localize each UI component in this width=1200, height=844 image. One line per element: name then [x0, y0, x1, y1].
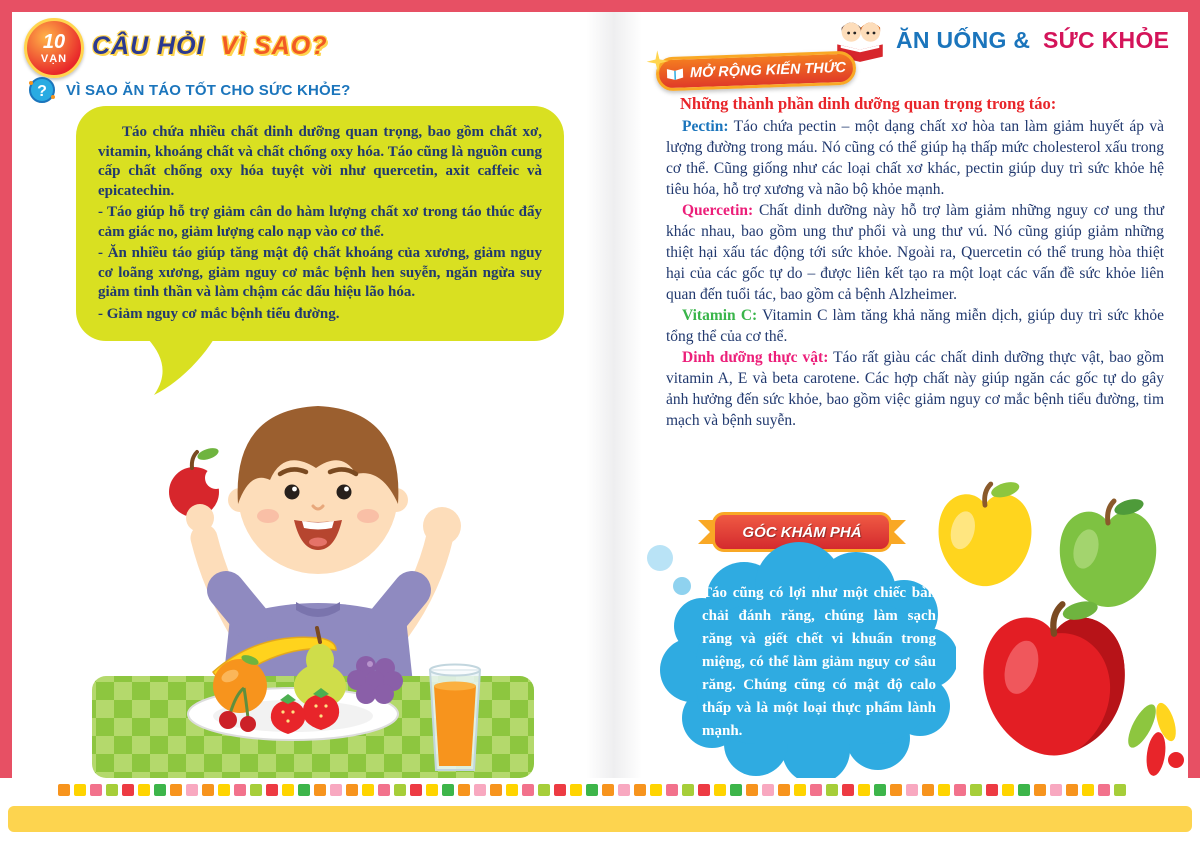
paragraph-lead: Pectin: — [682, 118, 729, 135]
mosaic-square — [698, 784, 710, 796]
mosaic-square — [1114, 784, 1126, 796]
mosaic-square — [394, 784, 406, 796]
paragraph-lead: Dinh dưỡng thực vật: — [682, 349, 829, 366]
knowledge-banner-label: MỞ RỘNG KIẾN THỨC — [689, 59, 847, 82]
paragraph-phytonutrients — [666, 347, 1164, 431]
series-logo-badge — [24, 18, 84, 78]
svg-text:?: ? — [37, 83, 47, 100]
mosaic-square — [1018, 784, 1030, 796]
chapter-title — [896, 27, 1169, 54]
mosaic-square — [218, 784, 230, 796]
mosaic-square — [650, 784, 662, 796]
mosaic-square — [138, 784, 150, 796]
mosaic-square — [842, 784, 854, 796]
logo-badge-number: 10 — [42, 30, 66, 53]
mosaic-square — [730, 784, 742, 796]
mosaic-square — [1050, 784, 1062, 796]
chapter-title-part1: ĂN UỐNG & — [896, 26, 1031, 53]
mosaic-square — [234, 784, 246, 796]
paragraph-pectin — [666, 116, 1164, 200]
nutrition-paragraphs — [666, 116, 1164, 431]
mosaic-square — [858, 784, 870, 796]
mosaic-strip — [58, 784, 1126, 796]
mosaic-square — [90, 784, 102, 796]
knowledge-expansion-banner — [655, 51, 856, 92]
mosaic-square — [314, 784, 326, 796]
mosaic-square — [426, 784, 438, 796]
mosaic-square — [458, 784, 470, 796]
mosaic-square — [906, 784, 918, 796]
mosaic-square — [298, 784, 310, 796]
mosaic-square — [538, 784, 550, 796]
mosaic-square — [170, 784, 182, 796]
paragraph-text: Vitamin C làm tăng khả năng miễn dịch, giúp duy trì sức khỏe tổng thể của cơ thể. — [666, 307, 1164, 345]
bubble-paragraph: - Ăn nhiều táo giúp tăng mật độ chất khoáng của xương, giảm nguy cơ loãng xương, giảm nguy cơ mắc bệnh hen suyễn, ngăn ngừa suy giảm tinh thần và làm chậm các dấu hiệu lão hóa. — [98, 245, 542, 300]
yellow-apple-illustration — [932, 480, 1038, 594]
chapter-title-part2: SỨC KHỎE — [1043, 26, 1170, 53]
page-fold — [586, 12, 642, 780]
bubble-paragraph: - Táo giúp hỗ trợ giảm cân do hàm lượng chất xơ trong táo thúc đẩy cảm giác no, giảm lượng calo nạp vào cơ thể. — [98, 204, 542, 240]
mosaic-square — [602, 784, 614, 796]
mosaic-square — [1002, 784, 1014, 796]
mosaic-square — [106, 784, 118, 796]
mosaic-square — [1098, 784, 1110, 796]
mosaic-square — [266, 784, 278, 796]
mosaic-square — [570, 784, 582, 796]
mosaic-square — [682, 784, 694, 796]
mosaic-square — [74, 784, 86, 796]
discovery-banner-label: GÓC KHÁM PHÁ — [712, 512, 892, 552]
mosaic-square — [58, 784, 70, 796]
mosaic-square — [970, 784, 982, 796]
paragraph-text: Táo chứa pectin – một dạng chất xơ hòa tan làm giảm huyết áp và lượng đường trong máu. Nó cũng có thể giúp hạ thấp mức cholesterol xấu trong cơ thể. Cũng giống như các loại chất xơ khác, pectin giúp duy trì sức khỏe hệ tiêu hóa, hỗ trợ xương và não bộ khỏe mạnh. — [666, 118, 1164, 198]
mosaic-square — [282, 784, 294, 796]
paragraph-vitamin-c — [666, 305, 1164, 347]
cloud-text: Táo cũng có lợi như một chiếc bàn chải đánh răng, chúng làm sạch răng và giết chết vi khuẩn trong miệng, có thể làm giảm nguy cơ sâu răng. Chúng cũng có mật độ calo thấp và là một loại thực phẩm lành mạnh. — [702, 585, 936, 739]
mosaic-square — [362, 784, 374, 796]
mosaic-square — [506, 784, 518, 796]
mosaic-square — [714, 784, 726, 796]
mosaic-square — [586, 784, 598, 796]
mosaic-square — [634, 784, 646, 796]
mosaic-square — [1082, 784, 1094, 796]
chapter-header — [832, 18, 1169, 62]
mosaic-square — [890, 784, 902, 796]
corner-leaves-decoration — [1118, 688, 1188, 788]
series-logo-title — [92, 32, 328, 61]
mosaic-square — [522, 784, 534, 796]
logo-title-word2: VÌ SAO? — [220, 32, 328, 60]
paragraph-lead: Vitamin C: — [682, 307, 758, 324]
mosaic-square — [1034, 784, 1046, 796]
mosaic-square — [618, 784, 630, 796]
speech-bubble — [76, 106, 564, 341]
mosaic-square — [490, 784, 502, 796]
mosaic-square — [762, 784, 774, 796]
mosaic-square — [874, 784, 886, 796]
mosaic-square — [954, 784, 966, 796]
sparkle-icon — [646, 50, 669, 73]
mosaic-square — [1066, 784, 1078, 796]
mosaic-square — [202, 784, 214, 796]
mosaic-square — [378, 784, 390, 796]
thought-cloud — [644, 538, 956, 790]
bubble-paragraph: Táo chứa nhiều chất dinh dưỡng quan trọng, bao gồm chất xơ, vitamin, khoáng chất và chất chống oxy hóa. Táo cũng là nguồn cung cấp chất chống oxy hóa tuyệt vời như quercetin, axit caffeic và epicatechin. — [98, 124, 542, 199]
red-apple-illustration — [975, 598, 1133, 766]
mosaic-square — [986, 784, 998, 796]
mosaic-square — [186, 784, 198, 796]
logo-title-word1: CÂU HỎI — [92, 32, 205, 60]
paragraph-text: Chất dinh dưỡng này hỗ trợ làm giảm những nguy cơ ung thư khác nhau, bao gồm ung thư phổi và ung thư vú. Nó cũng giúp giảm những thiệt hại xấu tác động tới sức khỏe. Ngoài ra, Quercetin có thể trung hòa thiệt hại của các gốc tự do – được liên kết tạo ra một loạt các vấn đề sức khỏe liên quan đến tuổi tác, bao gồm cả bệnh Alzheimer. — [666, 202, 1164, 303]
frame-top — [0, 0, 1200, 12]
mosaic-square — [122, 784, 134, 796]
section-heading: Những thành phần dinh dưỡng quan trọng trong táo: — [680, 94, 1057, 113]
bubble-paragraph: - Giảm nguy cơ mắc bệnh tiểu đường. — [98, 305, 340, 322]
mosaic-square — [938, 784, 950, 796]
mosaic-square — [410, 784, 422, 796]
mosaic-square — [810, 784, 822, 796]
bottom-yellow-band — [8, 806, 1192, 832]
mosaic-square — [330, 784, 342, 796]
mosaic-square — [826, 784, 838, 796]
mosaic-square — [474, 784, 486, 796]
mosaic-square — [554, 784, 566, 796]
boy-eating-apple-illustration — [78, 376, 558, 780]
logo-badge-word: VẠN — [40, 52, 68, 65]
mosaic-square — [442, 784, 454, 796]
paragraph-quercetin — [666, 200, 1164, 305]
mosaic-square — [666, 784, 678, 796]
mosaic-square — [922, 784, 934, 796]
question-mark-icon — [28, 76, 56, 104]
frame-right — [1188, 0, 1200, 780]
mosaic-square — [346, 784, 358, 796]
page-question-title: VÌ SAO ĂN TÁO TỐT CHO SỨC KHỎE? — [66, 81, 351, 99]
mosaic-square — [154, 784, 166, 796]
mosaic-square — [778, 784, 790, 796]
mosaic-square — [250, 784, 262, 796]
question-header — [28, 76, 350, 104]
mosaic-square — [746, 784, 758, 796]
paragraph-text: Táo rất giàu các chất dinh dưỡng thực vật, bao gồm vitamin A, E và beta carotene. Các hợp chất này giúp ngăn các gốc tự do gây ảnh hưởng đến sức khỏe, bao gồm việc giảm nguy cơ mắc bệnh tiểu đường, tim mạch và bệnh suyễn. — [666, 349, 1164, 429]
frame-left — [0, 0, 12, 780]
mosaic-square — [794, 784, 806, 796]
paragraph-lead: Quercetin: — [682, 202, 754, 219]
